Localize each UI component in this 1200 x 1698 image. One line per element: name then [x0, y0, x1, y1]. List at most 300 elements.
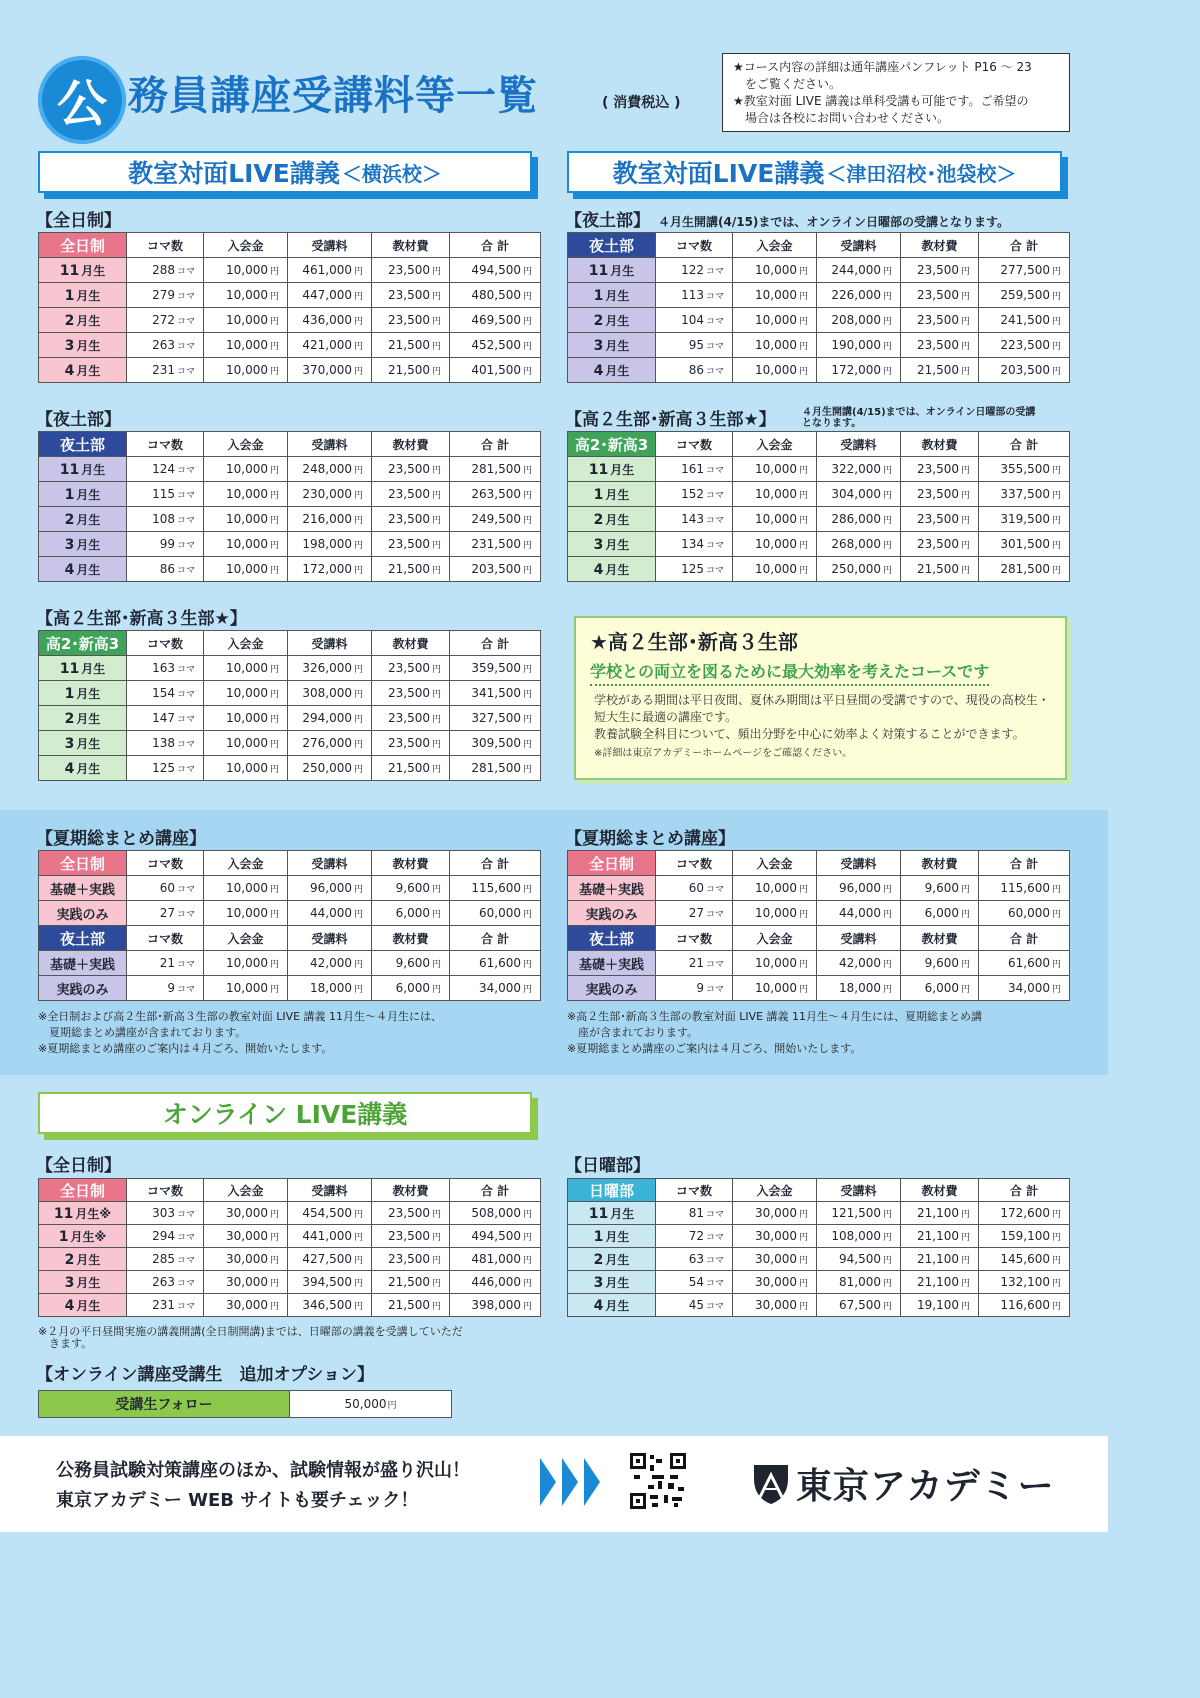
- arrow-right-icon: [584, 1458, 600, 1506]
- table-row: [39, 1294, 541, 1317]
- row-month: 3: [64, 1274, 75, 1291]
- koma-unit: コマ: [705, 516, 724, 526]
- column-header: 合 計: [450, 233, 541, 258]
- yen-unit: 円: [798, 910, 808, 920]
- yen-unit: 円: [1051, 541, 1061, 551]
- row-month: 2: [64, 1251, 75, 1268]
- fee-value: 231,500: [471, 537, 521, 551]
- yen-unit: 円: [522, 985, 532, 995]
- fee-cell: [901, 258, 979, 283]
- fee-cell: [127, 1225, 204, 1248]
- fee-value: 60: [159, 881, 175, 895]
- row-month: 11: [588, 461, 609, 478]
- fee-cell: [733, 333, 817, 358]
- fee-value: 23,500: [387, 263, 430, 277]
- row-month: 3: [593, 337, 604, 354]
- logo-text: 東京アカデミー: [796, 1466, 1055, 1507]
- fee-value: 23,500: [916, 487, 959, 501]
- table-row: [568, 557, 1070, 582]
- yen-unit: 円: [353, 466, 363, 476]
- fee-cell: [656, 358, 733, 383]
- fee-value: 63: [688, 1252, 704, 1266]
- fee-cell: [656, 532, 733, 557]
- fee-cell: [817, 258, 901, 283]
- fee-cell: [127, 457, 204, 482]
- yen-unit: 円: [522, 1256, 532, 1266]
- row-month-suffix: 月生: [76, 537, 101, 552]
- section-note-tsudanuma-kou2: ４月生開講(4/15)までは、オンライン日曜部の受講 となります。: [802, 407, 1036, 429]
- row-label: [39, 1225, 127, 1248]
- fee-cell: [127, 358, 204, 383]
- fee-cell: [979, 557, 1070, 582]
- fee-cell: [656, 976, 733, 1001]
- row-month: 3: [64, 536, 75, 553]
- fee-value: 152: [681, 487, 704, 501]
- fee-value: 121,500: [831, 1206, 881, 1220]
- fee-value: 9: [696, 981, 704, 995]
- fee-cell: [450, 951, 541, 976]
- yen-unit: 円: [798, 1279, 808, 1289]
- yen-unit: 円: [1051, 491, 1061, 501]
- fee-value: 337,500: [1000, 487, 1050, 501]
- column-header: 合 計: [450, 926, 541, 951]
- yen-unit: 円: [269, 342, 279, 352]
- yen-unit: 円: [269, 910, 279, 920]
- fee-cell: [288, 901, 372, 926]
- row-label: [39, 1248, 127, 1271]
- fee-cell: [733, 976, 817, 1001]
- koma-unit: コマ: [705, 267, 724, 277]
- row-label: [39, 482, 127, 507]
- fee-value: 30,000: [754, 1298, 797, 1312]
- fee-value: 9,600: [924, 956, 959, 970]
- fee-cell: [817, 951, 901, 976]
- fee-value: 281,500: [471, 761, 521, 775]
- option-yen: 円: [387, 1400, 397, 1411]
- fee-cell: [733, 457, 817, 482]
- fee-value: 23,500: [387, 487, 430, 501]
- column-header: コマ数: [127, 631, 204, 656]
- fee-value: 231: [152, 1298, 175, 1312]
- fee-cell: [733, 507, 817, 532]
- fee-cell: [450, 1248, 541, 1271]
- table-header-row: [568, 233, 1070, 258]
- yen-unit: 円: [960, 466, 970, 476]
- fee-cell: [901, 1294, 979, 1317]
- fee-cell: [656, 901, 733, 926]
- fee-cell: [733, 1294, 817, 1317]
- fee-cell: [450, 482, 541, 507]
- yen-unit: 円: [431, 367, 441, 377]
- fee-value: 10,000: [225, 711, 268, 725]
- yen-unit: 円: [798, 516, 808, 526]
- fee-cell: [204, 901, 288, 926]
- fee-value: 446,000: [471, 1275, 521, 1289]
- section-title-yokohama-kou2: 【高２生部･新高３生部★】: [36, 609, 247, 629]
- yen-unit: 円: [1051, 1256, 1061, 1266]
- yen-unit: 円: [431, 1233, 441, 1243]
- fee-cell: [372, 1248, 450, 1271]
- fee-cell: [901, 482, 979, 507]
- fee-value: 23,500: [387, 686, 430, 700]
- row-month-suffix: 月生: [76, 1275, 101, 1290]
- fee-value: 427,500: [302, 1252, 352, 1266]
- yen-unit: 円: [522, 665, 532, 675]
- fee-value: 10,000: [754, 487, 797, 501]
- fee-cell: [656, 258, 733, 283]
- option-row: [38, 1390, 452, 1418]
- yen-unit: 円: [960, 885, 970, 895]
- fee-cell: [733, 951, 817, 976]
- fee-value: 322,000: [831, 462, 881, 476]
- promo-title: ★高２生部･新高３生部: [590, 630, 798, 654]
- table-header-row: [568, 432, 1070, 457]
- fee-value: 208,000: [831, 313, 881, 327]
- fee-cell: [817, 358, 901, 383]
- fee-value: 303: [152, 1206, 175, 1220]
- row-month: 1: [593, 486, 604, 503]
- fee-value: 172,000: [831, 363, 881, 377]
- yen-unit: 円: [269, 1279, 279, 1289]
- fee-value: 23,500: [387, 512, 430, 526]
- row-month-suffix: 月生: [76, 512, 101, 527]
- fee-cell: [288, 876, 372, 901]
- fee-cell: [979, 901, 1070, 926]
- fee-cell: [450, 756, 541, 781]
- yen-unit: 円: [431, 342, 441, 352]
- table-row: [39, 333, 541, 358]
- table-row: [568, 876, 1070, 901]
- koma-unit: コマ: [176, 342, 195, 352]
- fee-value: 60,000: [478, 906, 521, 920]
- yen-unit: 円: [522, 466, 532, 476]
- row-label: [568, 283, 656, 308]
- fee-cell: [979, 333, 1070, 358]
- fee-cell: [817, 901, 901, 926]
- fee-cell: [901, 333, 979, 358]
- table-row: [568, 283, 1070, 308]
- yen-unit: 円: [882, 367, 892, 377]
- section-title-online-nichiyo: 【日曜部】: [565, 1156, 650, 1176]
- row-label: [568, 482, 656, 507]
- fee-cell: [979, 457, 1070, 482]
- row-month-suffix: 月生: [76, 562, 101, 577]
- row-label: [39, 1202, 127, 1225]
- fee-cell: [204, 1202, 288, 1225]
- row-label: [568, 1271, 656, 1294]
- fee-value: 294,000: [302, 711, 352, 725]
- yen-unit: 円: [522, 292, 532, 302]
- fee-value: 21,100: [916, 1275, 959, 1289]
- banner-yokohama-sub: ＜横浜校＞: [341, 161, 442, 186]
- fee-cell: [204, 976, 288, 1001]
- qr-code-icon[interactable]: [630, 1453, 686, 1509]
- koma-unit: コマ: [176, 690, 195, 700]
- fee-value: 285: [152, 1252, 175, 1266]
- fee-value: 161: [681, 462, 704, 476]
- fee-value: 21,100: [916, 1206, 959, 1220]
- fee-value: 23,500: [387, 537, 430, 551]
- fee-cell: [901, 876, 979, 901]
- fee-cell: [901, 976, 979, 1001]
- fee-cell: [204, 1294, 288, 1317]
- yen-unit: 円: [1051, 267, 1061, 277]
- yen-unit: 円: [269, 466, 279, 476]
- fee-value: 172,600: [1000, 1206, 1050, 1220]
- fee-cell: [372, 1225, 450, 1248]
- fee-value: 30,000: [754, 1229, 797, 1243]
- column-header: 入会金: [204, 432, 288, 457]
- table-header-row: [568, 926, 1070, 951]
- column-header: 教材費: [901, 1179, 979, 1202]
- fee-value: 10,000: [754, 981, 797, 995]
- fee-cell: [288, 976, 372, 1001]
- fee-cell: [127, 333, 204, 358]
- row-month: 1: [64, 486, 75, 503]
- fee-cell: [979, 1271, 1070, 1294]
- koma-unit: コマ: [176, 516, 195, 526]
- fee-value: 23,500: [916, 313, 959, 327]
- fee-cell: [372, 258, 450, 283]
- column-header: 入会金: [733, 926, 817, 951]
- table-yokohama-zennichi: [38, 232, 541, 383]
- yen-unit: 円: [353, 715, 363, 725]
- fee-cell: [817, 532, 901, 557]
- yen-unit: 円: [431, 985, 441, 995]
- fee-value: 198,000: [302, 537, 352, 551]
- yen-unit: 円: [522, 715, 532, 725]
- fee-cell: [450, 976, 541, 1001]
- yen-unit: 円: [353, 267, 363, 277]
- fee-value: 21,500: [387, 338, 430, 352]
- column-header: 合 計: [979, 1179, 1070, 1202]
- yen-unit: 円: [431, 491, 441, 501]
- row-label: 基礎＋実践: [568, 951, 656, 976]
- yen-unit: 円: [960, 267, 970, 277]
- yen-unit: 円: [431, 765, 441, 775]
- table-header-row: [39, 233, 541, 258]
- row-label: 実践のみ: [39, 976, 127, 1001]
- row-month: 2: [64, 710, 75, 727]
- fee-cell: [288, 1248, 372, 1271]
- table-yokohama-yado: [38, 431, 541, 582]
- row-month-suffix: 月生: [605, 537, 630, 552]
- fee-cell: [450, 507, 541, 532]
- yen-unit: 円: [431, 292, 441, 302]
- fee-value: 10,000: [225, 736, 268, 750]
- fee-value: 86: [159, 562, 175, 576]
- row-label: [39, 1271, 127, 1294]
- fee-cell: [127, 557, 204, 582]
- row-month: 1: [64, 685, 75, 702]
- fee-cell: [656, 876, 733, 901]
- yen-unit: 円: [522, 317, 532, 327]
- yen-unit: 円: [353, 1210, 363, 1220]
- koma-unit: コマ: [705, 317, 724, 327]
- row-month: 11: [53, 1205, 74, 1222]
- fee-value: 94,500: [838, 1252, 881, 1266]
- yen-unit: 円: [353, 292, 363, 302]
- row-label: [568, 358, 656, 383]
- promo-body-2: 教養試験全科目について、頻出分野を中心に効率よく対策することができます。: [594, 727, 1025, 741]
- yen-unit: 円: [960, 1256, 970, 1266]
- column-header: 教材費: [901, 432, 979, 457]
- yen-unit: 円: [798, 1210, 808, 1220]
- row-month: 2: [64, 312, 75, 329]
- yen-unit: 円: [798, 885, 808, 895]
- yen-unit: 円: [1051, 466, 1061, 476]
- column-header: コマ数: [656, 851, 733, 876]
- fee-value: 469,500: [471, 313, 521, 327]
- row-label: [568, 1225, 656, 1248]
- koma-unit: コマ: [176, 1302, 195, 1312]
- fee-cell: [979, 283, 1070, 308]
- fee-value: 359,500: [471, 661, 521, 675]
- promo-box: [574, 616, 1067, 780]
- row-label: 基礎＋実践: [39, 876, 127, 901]
- fee-value: 355,500: [1000, 462, 1050, 476]
- fee-value: 370,000: [302, 363, 352, 377]
- row-label: [39, 333, 127, 358]
- fee-value: 281,500: [1000, 562, 1050, 576]
- column-header: 入会金: [204, 926, 288, 951]
- fee-cell: [450, 681, 541, 706]
- yen-unit: 円: [522, 740, 532, 750]
- column-header: 合 計: [979, 926, 1070, 951]
- fee-cell: [288, 1271, 372, 1294]
- fee-cell: [450, 1202, 541, 1225]
- fee-cell: [372, 901, 450, 926]
- row-label: 基礎＋実践: [39, 951, 127, 976]
- koma-unit: コマ: [176, 1210, 195, 1220]
- fee-value: 461,000: [302, 263, 352, 277]
- fee-cell: [901, 507, 979, 532]
- row-label: [39, 258, 127, 283]
- fee-cell: [817, 333, 901, 358]
- yen-unit: 円: [269, 665, 279, 675]
- fee-value: 10,000: [754, 363, 797, 377]
- yen-unit: 円: [353, 885, 363, 895]
- row-month-suffix: 月生: [610, 462, 635, 477]
- fee-cell: [733, 1225, 817, 1248]
- yen-unit: 円: [960, 985, 970, 995]
- yen-unit: 円: [882, 466, 892, 476]
- yen-unit: 円: [1051, 960, 1061, 970]
- fee-cell: [979, 358, 1070, 383]
- table-row: [568, 358, 1070, 383]
- fee-cell: [817, 308, 901, 333]
- fee-value: 6,000: [395, 906, 430, 920]
- fee-cell: [288, 681, 372, 706]
- yen-unit: 円: [269, 715, 279, 725]
- yen-unit: 円: [798, 541, 808, 551]
- fee-cell: [656, 333, 733, 358]
- column-header: 受講料: [817, 233, 901, 258]
- table-row: [568, 308, 1070, 333]
- koma-unit: コマ: [176, 885, 195, 895]
- column-header: コマ数: [656, 926, 733, 951]
- fee-value: 104: [681, 313, 704, 327]
- fee-value: 250,000: [831, 562, 881, 576]
- row-month-suffix: 月生: [610, 1206, 635, 1221]
- fee-value: 281,500: [471, 462, 521, 476]
- column-header: 教材費: [901, 851, 979, 876]
- fee-cell: [127, 507, 204, 532]
- fee-cell: [656, 507, 733, 532]
- yen-unit: 円: [269, 367, 279, 377]
- fee-value: 231: [152, 363, 175, 377]
- footer-line-1: 公務員試験対策講座のほか、試験情報が盛り沢山！: [56, 1460, 470, 1481]
- column-header: 入会金: [733, 233, 817, 258]
- yen-unit: 円: [798, 466, 808, 476]
- summer-note-left: ※全日制および高２生部･新高３生部の教室対面 LIVE 講義 11月生～４月生には、 夏期総まとめ講座が含まれております。 ※夏期総まとめ講座のご案内は４月ごろ、開始いたします。: [38, 1010, 443, 1055]
- table-header-label: 全日制: [39, 1179, 127, 1202]
- koma-unit: コマ: [176, 1256, 195, 1266]
- fee-value: 108,000: [831, 1229, 881, 1243]
- footer-text: [56, 1456, 470, 1516]
- yen-unit: 円: [522, 1210, 532, 1220]
- yen-unit: 円: [431, 1302, 441, 1312]
- table-row: [39, 681, 541, 706]
- column-header: 入会金: [204, 233, 288, 258]
- yen-unit: 円: [431, 541, 441, 551]
- fee-value: 341,500: [471, 686, 521, 700]
- column-header: コマ数: [127, 432, 204, 457]
- column-header: 受講料: [288, 926, 372, 951]
- promo-slogan: 学校との両立を図るために最大効率を考えたコースです: [590, 659, 989, 686]
- yen-unit: 円: [353, 740, 363, 750]
- fee-cell: [372, 1271, 450, 1294]
- fee-value: 230,000: [302, 487, 352, 501]
- column-header: 受講料: [288, 631, 372, 656]
- fee-cell: [204, 457, 288, 482]
- fee-value: 394,500: [302, 1275, 352, 1289]
- fee-cell: [372, 656, 450, 681]
- fee-cell: [372, 333, 450, 358]
- fee-value: 60,000: [1007, 906, 1050, 920]
- row-month: 2: [593, 1251, 604, 1268]
- fee-value: 67,500: [838, 1298, 881, 1312]
- fee-value: 60: [688, 881, 704, 895]
- fee-cell: [656, 482, 733, 507]
- fee-cell: [204, 1248, 288, 1271]
- table-row: [568, 1294, 1070, 1317]
- row-month: 2: [64, 511, 75, 528]
- section-title-yokohama-zennichi: 【全日制】: [36, 211, 121, 231]
- yen-unit: 円: [353, 960, 363, 970]
- fee-value: 23,500: [916, 338, 959, 352]
- table-row: [568, 482, 1070, 507]
- table-header-label: 全日制: [39, 851, 127, 876]
- koma-unit: コマ: [176, 317, 195, 327]
- promo-small-note: ※詳細は東京アカデミーホームページをご確認ください。: [594, 748, 853, 759]
- yen-unit: 円: [269, 317, 279, 327]
- yen-unit: 円: [798, 1302, 808, 1312]
- column-header: コマ数: [656, 233, 733, 258]
- fee-cell: [372, 482, 450, 507]
- table-tsudanuma-yado: [567, 232, 1070, 383]
- yen-unit: 円: [269, 985, 279, 995]
- column-header: 入会金: [733, 1179, 817, 1202]
- yen-unit: 円: [353, 541, 363, 551]
- table-header-row: [39, 631, 541, 656]
- fee-cell: [450, 1225, 541, 1248]
- fee-cell: [127, 283, 204, 308]
- yen-unit: 円: [1051, 516, 1061, 526]
- fee-cell: [288, 951, 372, 976]
- yen-unit: 円: [269, 960, 279, 970]
- fee-cell: [979, 1225, 1070, 1248]
